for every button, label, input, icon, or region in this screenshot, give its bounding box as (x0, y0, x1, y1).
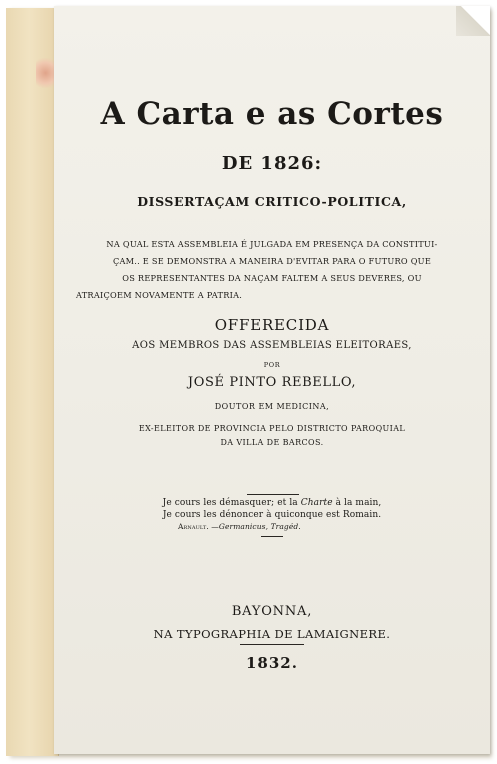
imprint-rule (240, 644, 304, 645)
book-spine-strip (6, 8, 59, 756)
by-label: POR (263, 361, 281, 369)
printer-name: NA TYPOGRAPHIA DE LAMAIGNERE. (153, 627, 391, 641)
epigraph-rule-bottom (261, 536, 283, 537)
epigraph-line-1-end: à la main, (332, 498, 382, 508)
epigraph-author: Arnault. (178, 522, 209, 531)
epigraph-attribution (178, 522, 301, 531)
dog-eared-corner (456, 6, 490, 36)
title-page (54, 6, 490, 754)
description-line-3: OS REPRESENTANTES DA NAÇAM FALTEM A SEUS DEVERES, OU (122, 273, 422, 283)
description-line-1: NA QUAL ESTA ASSEMBLEIA É JULGADA EM PRESENÇA DA CONSTITUI- (106, 239, 438, 249)
publication-year: 1832. (246, 654, 298, 672)
description-line-2: ÇAM.. E SE DEMONSTRA A MANEIRA D'EVITAR PARA O FUTURO QUE (112, 256, 432, 266)
epigraph-rule-top (247, 494, 299, 495)
author-role-line-1: EX-ELEITOR DE PROVINCIA PELO DISTRICTO PAROQUIAL (138, 424, 406, 433)
epigraph-line-2: Je cours les dénoncer à quiconque est Romain. (162, 510, 382, 520)
publication-place: BAYONNA, (231, 604, 313, 619)
description-line-4: ATRAIÇOEM NOVAMENTE A PATRIA. (76, 290, 243, 300)
epigraph-line-1-start: Je cours les démasquer; et la (162, 498, 301, 508)
epigraph-work: —Germanicus, Tragéd. (211, 522, 301, 531)
author-name: JOSÉ PINTO REBELLO, (187, 375, 357, 390)
author-role-line-2: DA VILLA DE BARCOS. (220, 438, 324, 447)
book-subtitle: DISSERTAÇAM CRITICO-POLITICA, (137, 194, 407, 209)
book-title: A Carta e as Cortes (100, 96, 444, 132)
epigraph-charte-italic: Charte (300, 498, 333, 508)
book-title-year: DE 1826: (221, 153, 323, 174)
epigraph-line-1 (54, 498, 490, 508)
author-title: DOUTOR EM MEDICINA, (214, 402, 330, 411)
dedication-recipients: AOS MEMBROS DAS ASSEMBLEIAS ELEITORAES, (132, 340, 412, 351)
dedication-heading: OFFERECIDA (214, 316, 330, 334)
